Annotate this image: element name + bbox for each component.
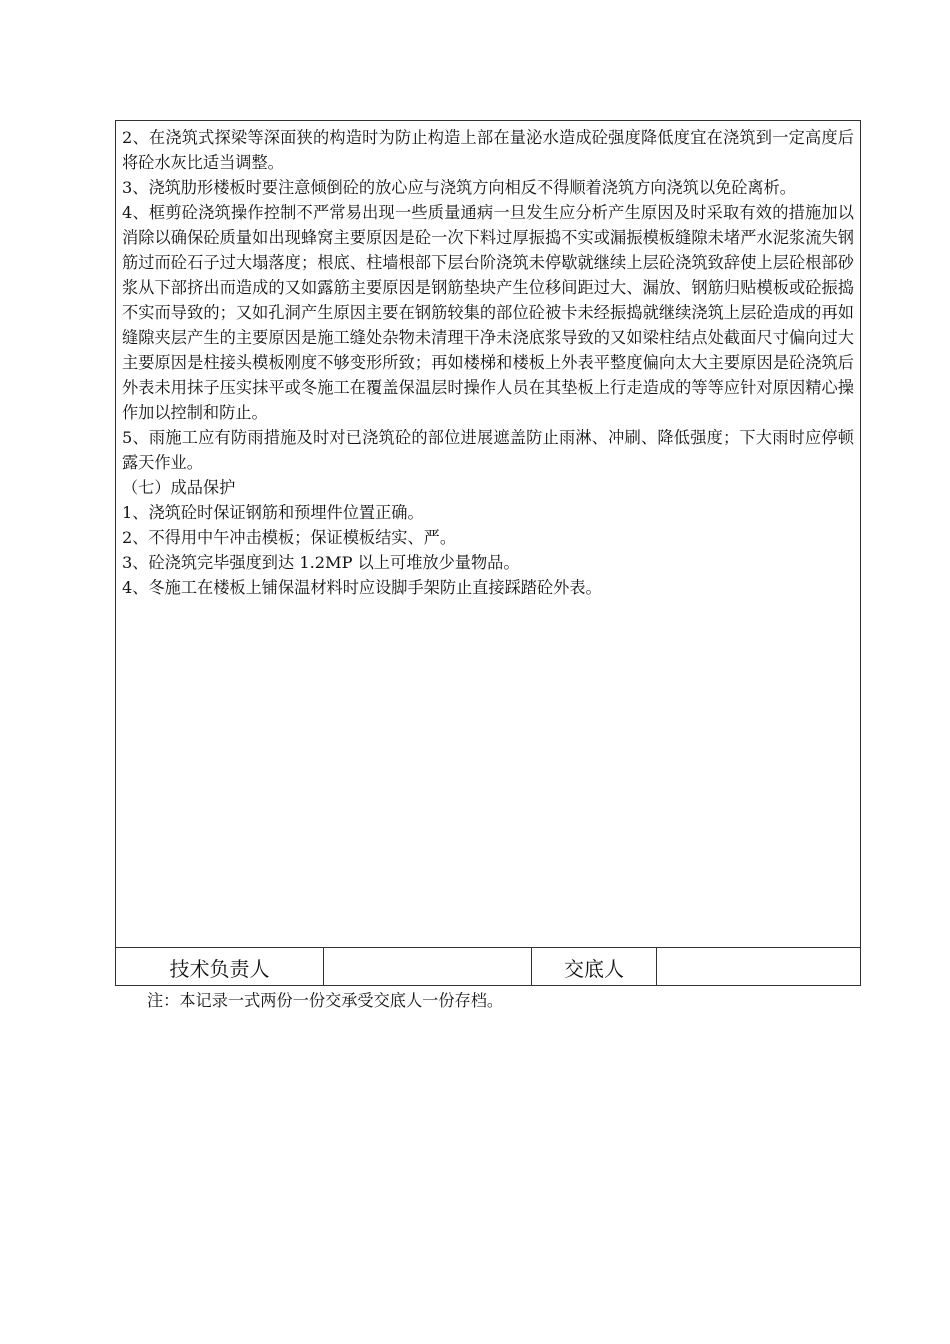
footnote: 注：本记录一式两份一份交承受交底人一份存档。	[147, 991, 504, 1010]
signature-row	[116, 947, 860, 986]
paragraph-item-5: 5、雨施工应有防雨措施及时对已浇筑砼的部位进展遮盖防止雨淋、冲刷、降低强度；下大雨时应停顿露天作业。	[122, 428, 854, 472]
record-content	[116, 121, 860, 947]
protection-item-4: 4、冬施工在楼板上铺保温材料时应设脚手架防止直接踩踏砼外表。	[122, 578, 602, 597]
protection-item-3: 3、砼浇筑完毕强度到达 1.2MP 以上可堆放少量物品。	[122, 553, 520, 572]
handover-label: 交底人	[532, 948, 657, 986]
paragraph-item-3: 3、浇筑肋形楼板时要注意倾倒砼的放心应与浇筑方向相反不得顺着浇筑方向浇筑以免砼离析。	[122, 178, 796, 197]
section-heading-finished-product-protection: （七）成品保护	[122, 478, 236, 497]
paragraph-item-4: 4、框剪砼浇筑操作控制不严常易出现一些质量通病一旦发生应分析产生原因及时采取有效的措施加以消除以确保砼质量如出现蜂窝主要原因是砼一次下料过厚振捣不实或漏振模板缝隙未堵严水泥浆流失钢筋过而砼石子过大塌落度；根底、柱墙根部下层台阶浇筑未停歇就继续上层砼浇筑致辞使上层砼根部砂浆从下部挤出而造成的又如露筋主要原因是钢筋垫块产生位移间距过大、漏放、钢筋归贴模板或砼振捣不实而导致的；又如孔洞产生原因主要在钢筋较集的部位砼被卡未经振捣就继续浇筑上层砼造成的再如缝隙夹层产生的主要原因是施工缝处杂物未清理干净未浇底浆导致的又如梁柱结点处截面尺寸偏向过大主要原因是柱接头模板刚度不够变形所致；再如楼梯和楼板上外表平整度偏向太大主要原因是砼浇筑后外表未用抹子压实抹平或冬施工在覆盖保温层时操作人员在其垫板上行走造成的等等应针对原因精心操作加以控制和防止。	[122, 203, 854, 422]
record-table	[115, 120, 861, 986]
paragraph-item-2: 2、在浇筑式探梁等深面狭的构造时为防止构造上部在量泌水造成砼强度降低度宜在浇筑到一定高度后将砼水灰比适当调整。	[122, 128, 854, 172]
protection-item-2: 2、不得用中午冲击模板；保证模板结实、严。	[122, 528, 457, 547]
handover-value	[657, 948, 860, 986]
protection-item-1: 1、浇筑砼时保证钢筋和预埋件位置正确。	[122, 503, 424, 522]
tech-lead-value	[324, 948, 532, 986]
tech-lead-label: 技术负责人	[116, 948, 324, 986]
